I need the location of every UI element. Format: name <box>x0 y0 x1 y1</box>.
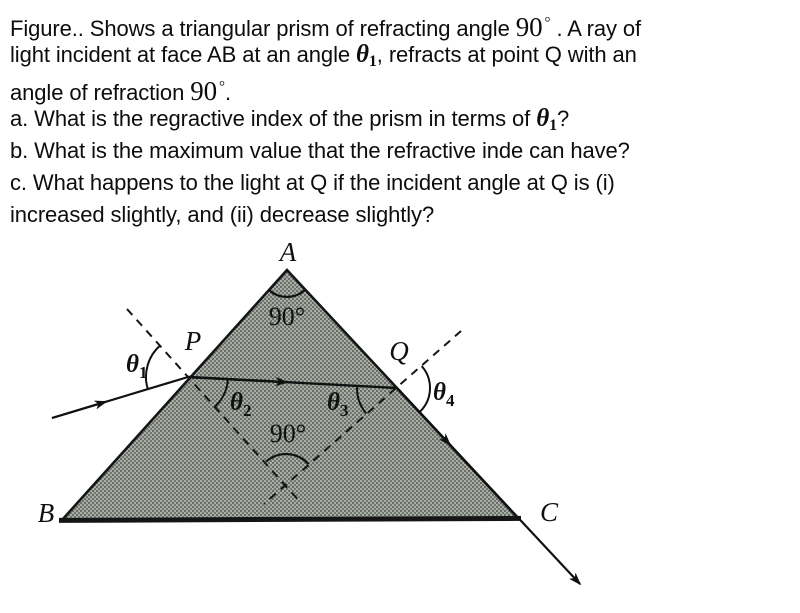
point-q-label: Q <box>389 336 409 366</box>
line2-text-a: light incident at face AB at an angle <box>10 42 356 67</box>
problem-line-1 <box>10 7 798 42</box>
vertex-b-label: B <box>37 498 55 528</box>
problem-question-a <box>10 103 798 135</box>
vertex-c-label: C <box>539 497 559 527</box>
apex-angle-label: 90° <box>268 302 306 331</box>
theta1-inline: θ <box>536 105 550 132</box>
line4-text-a: a. What is the regractive index of the prism in terms of <box>10 106 537 131</box>
degree-symbol: ° <box>544 15 551 31</box>
theta1-inline-sub: 1 <box>368 53 377 70</box>
line1-angle-value: 90 <box>515 12 543 42</box>
incident-ray-arrowhead <box>52 402 106 418</box>
problem-question-b: b. What is the maximum value that the refractive inde can have? <box>10 138 630 163</box>
line3-angle-value: 90 <box>190 76 218 106</box>
degree-symbol: ° <box>219 79 225 95</box>
theta2-label: $\theta_2$ <box>230 389 252 420</box>
theta1-arc <box>146 345 160 389</box>
theta1-label: $\theta_1$ <box>126 351 148 382</box>
line3-text-b: . <box>224 80 231 105</box>
vertex-a-label: A <box>279 237 297 267</box>
theta4-arc <box>420 366 430 412</box>
problem-line-3 <box>10 71 798 106</box>
problem-line-2 <box>10 39 798 71</box>
line2-text-b: , refracts at point Q with an <box>376 42 637 67</box>
problem-statement <box>10 7 798 231</box>
line1-text-b: . A ray of <box>550 16 642 41</box>
theta4-label: $\theta_4$ <box>433 379 455 410</box>
prism-base-edge <box>59 518 521 520</box>
theta1-inline-sub: 1 <box>549 117 557 134</box>
theta3-label: $\theta_3$ <box>327 389 349 420</box>
theta1-inline: θ <box>356 41 369 68</box>
problem-question-c: c. What happens to the light at Q if the incident angle at Q is (i) <box>10 170 615 195</box>
line3-text-a: angle of refraction <box>10 80 191 105</box>
prism-figure <box>0 230 800 613</box>
line4-text-b: ? <box>556 106 570 131</box>
problem-question-c-cont: increased slightly, and (ii) decrease slightly? <box>10 202 435 227</box>
line1-text-a: Figure.. Shows a triangular prism of refracting angle <box>10 16 516 41</box>
normals-angle-label: 90° <box>269 419 307 448</box>
point-p-label: P <box>184 326 202 356</box>
